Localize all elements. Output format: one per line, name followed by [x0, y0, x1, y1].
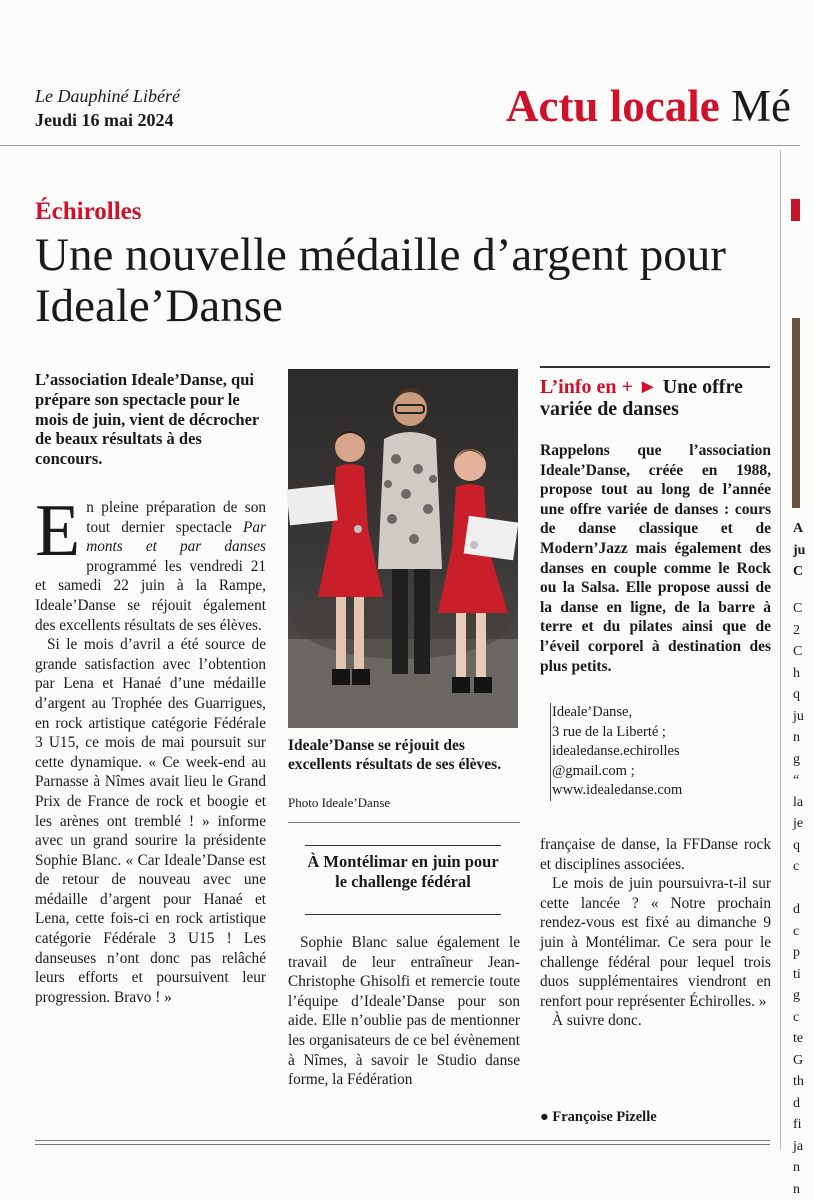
body-text: programmé les vendredi 21 et samedi 22 juin à la Rampe, Ideale’Danse se réjouit également des excellents résultats de ses élèves. — [35, 558, 266, 634]
edge-fragment: c — [793, 921, 813, 943]
edge-fragment: ju — [793, 706, 813, 728]
info-paragraph: Rappelons que l’association Ideale’Danse, créée en 1988, propose tout au long de l’année une offre variée de danses : cours de danse classique et de Modern’Jazz mais également des danses en couple comme le Rock ou la Salsa. Elle propose aussi de la danse en ligne, de la barre à terre et du pilates ainsi que de l’éveil corporel à destination des plus petits. — [540, 441, 771, 676]
edge-fragment: d — [793, 1093, 813, 1115]
contact-line: www.idealedanse.com — [551, 781, 771, 801]
edge-fragment: A — [793, 518, 813, 540]
article-subhead: À Montélimar en juin pour le challenge fédéral — [305, 852, 501, 891]
article-column-3 — [540, 835, 771, 1031]
edge-fragment: 2 — [793, 620, 813, 642]
subhead-rule-bottom — [305, 914, 501, 915]
page-bottom-rule-2 — [35, 1144, 770, 1145]
edge-fragment — [793, 878, 813, 900]
play-arrow-icon: ► — [638, 376, 658, 398]
photo-caption: Ideale’Danse se réjouit des excellents résultats de ses élèves. — [288, 736, 520, 774]
edge-fragment: C — [793, 598, 813, 620]
subhead-rule-top — [305, 845, 501, 846]
article-headline: Une nouvelle médaille d’argent pour Ideale’Danse — [35, 230, 775, 332]
info-box-rule — [540, 366, 770, 368]
publication-date: Jeudi 16 mai 2024 — [35, 110, 174, 131]
edge-fragment: c — [793, 1007, 813, 1029]
article-column-2 — [288, 933, 520, 1090]
info-title: Une offre variée de danses — [540, 376, 743, 420]
section-title-main: Actu locale — [506, 81, 720, 131]
edge-fragment: je — [793, 813, 813, 835]
page-bottom-rule — [35, 1140, 770, 1141]
edge-fragment: G — [793, 1050, 813, 1072]
body-paragraph: Sophie Blanc salue également le travail de leur entraîneur Jean-Christophe Ghisolfi et remercie toute l’équipe d’Ideale’Danse pour son aide. Elle n’oublie pas de mentionner les organisateurs de ce bel évènement à Nîmes, à savoir le Studio danse forme, la Fédération — [288, 933, 520, 1090]
info-label: L’info en + — [540, 376, 633, 398]
dancers-photo-illustration — [288, 369, 518, 728]
next-article-kicker-fragment — [791, 199, 800, 221]
next-article-text-fragment — [793, 598, 813, 1200]
article-photo — [288, 369, 518, 728]
photo-credit: Photo Ideale’Danse — [288, 795, 390, 811]
info-box-heading — [540, 376, 772, 420]
section-title-cut: Mé — [731, 81, 791, 131]
edge-fragment: q — [793, 684, 813, 706]
info-contact — [550, 703, 771, 801]
article-lead: L’association Ideale’Danse, qui prépare son spectacle pour le mois de juin, vient de décrocher de beaux résultats à des concours. — [35, 370, 265, 469]
edge-fragment: th — [793, 1071, 813, 1093]
edge-fragment: ti — [793, 964, 813, 986]
edge-fragment: n — [793, 1157, 813, 1179]
info-box-body — [540, 441, 771, 676]
edge-fragment: q — [793, 835, 813, 857]
edge-fragment: C — [793, 641, 813, 663]
masthead-rule — [0, 145, 800, 146]
edge-fragment: g — [793, 985, 813, 1007]
show-title: Par monts et par danses — [86, 519, 266, 556]
edge-fragment: n — [793, 727, 813, 749]
body-paragraph: Si le mois d’avril a été source de grande satisfaction avec l’obtention par Lena et Hanaé d’une médaille d’argent au Trophée des Guarrigues, en rock artistique catégorie Fédérale 3 U15, ce mois de mai poursuit sur cette dynamique. « Ce week-end au Parnasse à Nîmes avait lieu le Grand Prix de France de rock et boogie et les arènes ont tremblé ! » informe avec un grand sourire la présidente Sophie Blanc. « Car Ideale’Danse est de retour de nouveau avec une médaille d’argent pour Hanaé et Lena, cette fois-ci en rock artistique catégorie Fédérale 3 U15 ! Les danseuses n’ont donc pas relâché leurs efforts et poursuivent leur progression. Bravo ! » — [35, 635, 266, 1007]
edge-fragment: fi — [793, 1114, 813, 1136]
caption-rule — [288, 822, 520, 823]
article-column-1 — [35, 498, 266, 1007]
column-divider — [780, 150, 781, 1150]
contact-line: @gmail.com ; — [551, 762, 771, 782]
edge-fragment: g — [793, 749, 813, 771]
publication-name: Le Dauphiné Libéré — [35, 86, 180, 107]
body-paragraph: Le mois de juin poursuivra-t-il sur cette lancée ? « Notre prochain rendez-vous est fixé au dimanche 9 juin à Montélimar. Ce sera pour le challenge fédéral pour lequel trois duos supplémentaires viendront en renfort pour représenter Échirolles. » — [540, 874, 771, 1011]
edge-fragment: la — [793, 792, 813, 814]
contact-line: Ideale’Danse, — [551, 703, 771, 723]
edge-fragment: C — [793, 561, 813, 583]
edge-fragment: te — [793, 1028, 813, 1050]
edge-fragment: “ — [793, 770, 813, 792]
edge-fragment: ju — [793, 540, 813, 562]
next-article-caption-fragment — [793, 518, 813, 583]
body-paragraph: À suivre donc. — [540, 1011, 771, 1031]
article-kicker: Échirolles — [35, 198, 141, 226]
edge-fragment: c — [793, 856, 813, 878]
body-text: n pleine préparation de son tout dernier spectacle — [86, 499, 266, 536]
contact-line: 3 rue de la Liberté ; — [551, 723, 771, 743]
contact-line: idealedanse.echirolles — [551, 742, 771, 762]
section-title — [506, 84, 791, 129]
next-article-photo-fragment — [792, 318, 800, 508]
edge-fragment: ja — [793, 1136, 813, 1158]
edge-fragment: d — [793, 899, 813, 921]
body-paragraph: française de danse, la FFDanse rock et disciplines associées. — [540, 835, 771, 874]
drop-cap: E — [35, 502, 80, 560]
edge-fragment: n — [793, 1179, 813, 1200]
author-name: Françoise Pizelle — [552, 1109, 656, 1125]
article-byline: ● Françoise Pizelle — [540, 1109, 657, 1126]
edge-fragment: h — [793, 663, 813, 685]
edge-fragment: p — [793, 942, 813, 964]
